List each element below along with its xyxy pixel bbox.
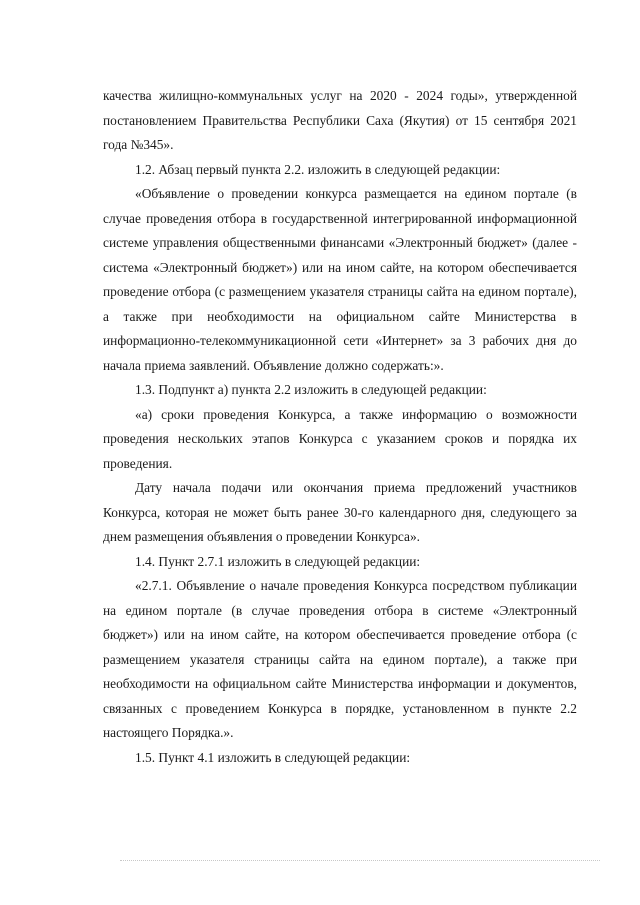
paragraph-item-1-2: 1.2. Абзац первый пункта 2.2. изложить в следующей редакции: [135, 161, 501, 177]
paragraph-quote-2-7-1: «2.7.1. Объявление о начале проведения Конкурса посредством публикации на едином портале (в случае проведения отбора в системе «Электронный бюджет») или на ином сайте, на котором обеспечивается проведение отбора (с размещением указателя страницы сайта на едином портале), а также при необходимости на официальном сайте Министерства информации и документов, связанных с проведением Конкурса в порядке, установленном в пункте 2.2 настоящего Порядка.». [103, 578, 577, 740]
paragraph-start-date: Дату начала подачи или окончания приема предложений участников Конкурса, которая не может быть ранее 30-го календарного дня, следующего за днем размещения объявления о проведении Конкурса». [103, 480, 577, 544]
paragraph-item-1-4: 1.4. Пункт 2.7.1 изложить в следующей редакции: [135, 553, 421, 569]
paragraph-continuation: качества жилищно-коммунальных услуг на 2020 - 2024 годы», утвержденной постановлением Правительства Республики Саха (Якутия) от 15 сентября 2021 года №345». [103, 88, 577, 152]
paragraph-quote-subitem-a: «а) сроки проведения Конкурса, а также информацию о возможности проведения нескольких этапов Конкурса с указанием сроков и порядка их проведения. [103, 406, 577, 471]
paragraph-quote-announcement: «Объявление о проведении конкурса размещается на едином портале (в случае проведения отбора в государственной интегрированной информационной системе управления общественными финансами «Электронный бюджет» (далее - система «Электронный бюджет») или на ином сайте, на котором обеспечивается проведение отбора (с размещением указателя страницы сайта на едином портале), а также при необходимости на официальном сайте Министерства в информационно-телекоммуникационной сети «Интернет» за 3 рабочих дня до начала приема заявлений. Объявление должно содержать:». [103, 186, 577, 373]
scan-artifact-line [120, 860, 600, 861]
document-body [103, 84, 577, 770]
paragraph-item-1-5: 1.5. Пункт 4.1 изложить в следующей редакции: [135, 749, 411, 765]
paragraph-item-1-3: 1.3. Подпункт а) пункта 2.2 изложить в следующей редакции: [135, 382, 487, 397]
